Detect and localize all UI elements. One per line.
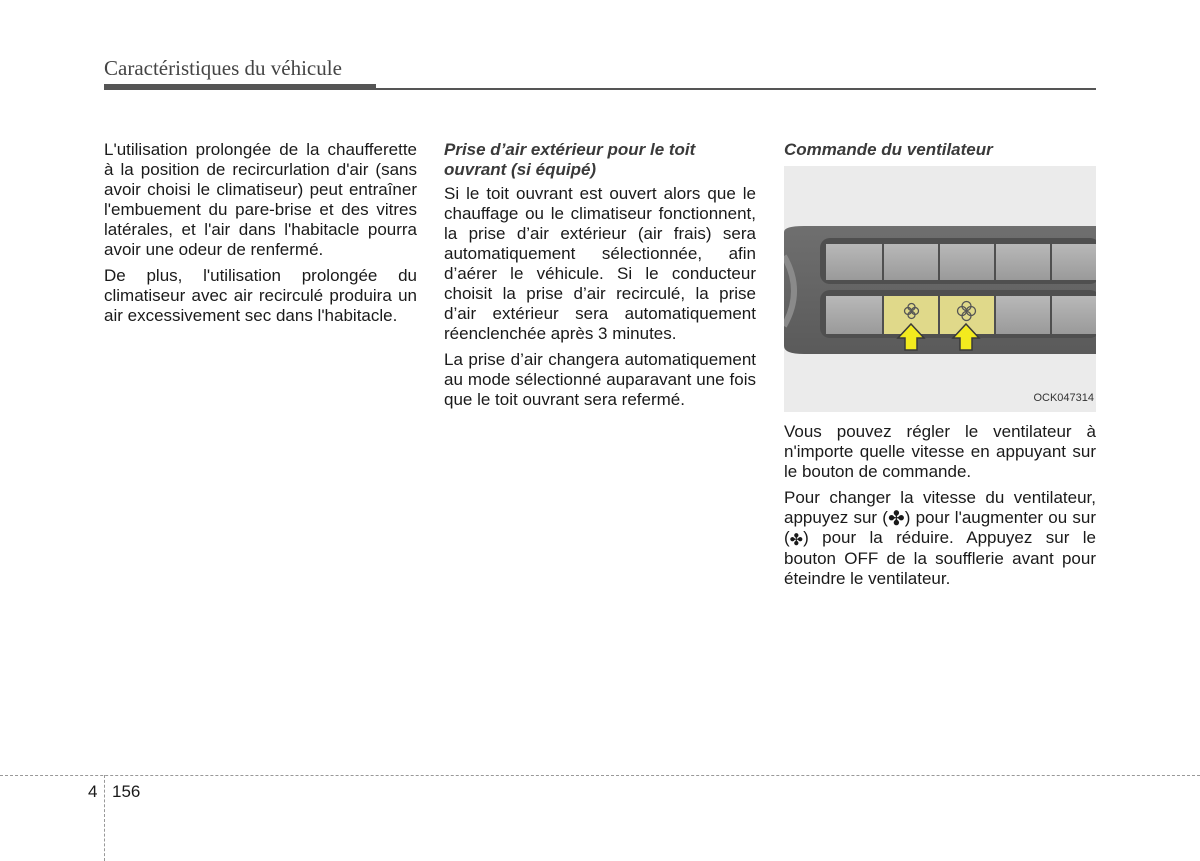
control-panel-drawing <box>784 166 1096 412</box>
page-number: 156 <box>112 782 141 801</box>
fan-control-illustration <box>784 166 1096 412</box>
paragraph: Vous pouvez régler le ventilateur à n'importe quelle vitesse en appuyant sur le bouton de commande. <box>784 422 1096 481</box>
paragraph: Si le toit ouvrant est ouvert alors que le chauffage ou le climatiseur fonctionnent, la prise d’air extérieur (air frais) sera automatiquement sélectionnée, afin d’aérer le véhicule. Si le conducteur choisit la prise d’air recirculé, la prise d’air extérieur sera automatiquement réenclenchée après 3 minutes. <box>444 184 756 343</box>
text-segment: ) pour la réduire. Appuyez sur le bouton OFF de la soufflerie avant pour éteindre le ventilateur. <box>784 528 1096 588</box>
fan-icon: ✤ <box>789 532 804 549</box>
paragraph: De plus, l'utilisation prolongée du climatiseur avec air recirculé produira un air excessivement sec dans l'habitacle. <box>104 266 417 325</box>
column-3 <box>784 140 1096 595</box>
paragraph <box>784 488 1096 589</box>
header-rule-thick <box>104 84 376 90</box>
paragraph: L'utilisation prolongée de la chaufferette à la position de recircurlation d'air (sans avoir choisi le climatiseur) peut entraîner l'embuement du pare-brise et des vitres latérales, et l'air dans l'habitacle pourra avoir une odeur de renfermé. <box>104 140 417 259</box>
column-1 <box>104 140 417 332</box>
section-heading: Commande du ventilateur <box>784 140 993 159</box>
header-rule-thin <box>376 88 1096 90</box>
footer-divider <box>104 775 105 861</box>
paragraph: La prise d’air changera automatiquement au mode sélectionné auparavant une fois que le toit ouvrant sera refermé. <box>444 350 756 409</box>
fan-icon: ✤ <box>887 508 905 530</box>
chapter-number: 4 <box>88 782 98 801</box>
figure-code: OCK047314 <box>1033 392 1094 404</box>
footer-rule <box>0 775 1200 776</box>
section-heading: Prise d’air extérieur pour le toit ouvrant (si équipé) <box>444 140 696 179</box>
text-segment: Pour changer la vitesse du ventilateur, appuyez sur ( <box>784 488 1096 527</box>
text-segment: ) pour l'augmenter ou sur ( <box>784 508 1097 547</box>
page-header-title: Caractéristiques du véhicule <box>104 56 342 80</box>
column-2 <box>444 140 756 416</box>
